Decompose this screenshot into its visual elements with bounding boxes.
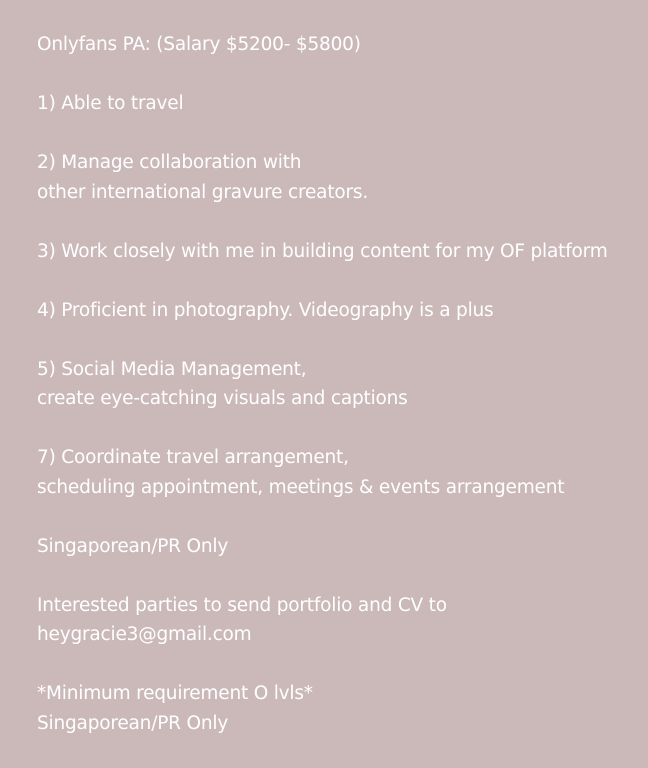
title-text: Onlyfans PA: (Salary $5200- $5800) xyxy=(37,34,361,55)
requirement-line: 5) Social Media Management, xyxy=(37,358,307,380)
requirement-line: 1) Able to travel xyxy=(37,93,184,114)
requirement-2 xyxy=(37,148,637,207)
footer-requirements xyxy=(37,679,637,738)
eligibility xyxy=(37,532,637,562)
contact-instruction: Interested parties to send portfolio and CV to xyxy=(37,594,447,616)
requirement-7 xyxy=(37,443,637,502)
requirement-line: 4) Proficient in photography. Videography is a plus xyxy=(37,299,494,321)
posting-title xyxy=(37,30,637,60)
job-posting xyxy=(37,30,637,768)
requirement-line: other international gravure creators. xyxy=(37,181,369,203)
requirement-1 xyxy=(37,89,637,119)
footer-eligibility: Singaporean/PR Only xyxy=(37,712,229,734)
eligibility-text: Singaporean/PR Only xyxy=(37,535,229,557)
requirement-line: 3) Work closely with me in building content for my OF platform xyxy=(37,240,608,262)
requirement-line: create eye-catching visuals and captions xyxy=(37,388,408,409)
contact-email: heygracie3@gmail.com xyxy=(37,624,252,645)
requirement-line: 7) Coordinate travel arrangement, xyxy=(37,447,349,468)
requirement-3 xyxy=(37,237,637,267)
requirement-5 xyxy=(37,355,637,414)
contact-info xyxy=(37,591,637,650)
minimum-requirement: *Minimum requirement O lvls* xyxy=(37,683,313,704)
requirement-line: 2) Manage collaboration with xyxy=(37,152,302,173)
requirement-line: scheduling appointment, meetings & events arrangement xyxy=(37,476,565,498)
requirement-4 xyxy=(37,296,637,326)
